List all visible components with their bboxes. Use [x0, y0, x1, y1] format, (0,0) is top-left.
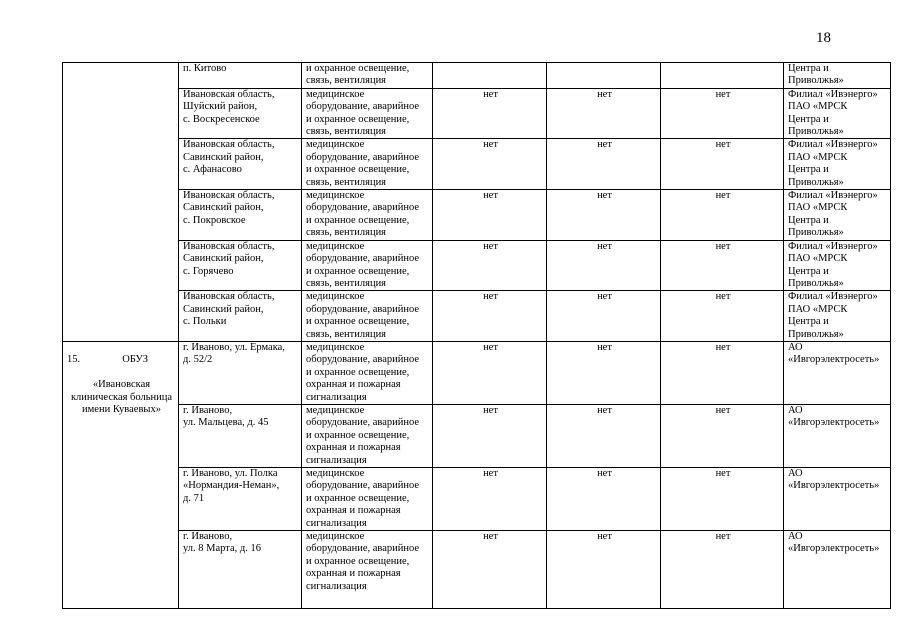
value-cell-a: нет [433, 531, 547, 609]
table-row [63, 531, 891, 609]
value-cell-a: нет [433, 139, 547, 190]
address-cell: г. Иваново, ул. 8 Марта, д. 16 [179, 531, 302, 609]
table-row [63, 404, 891, 467]
value-cell-b: нет [547, 291, 661, 342]
equipment-cell: и охранное освещение, связь, вентиляция [302, 63, 433, 89]
table-row [63, 291, 891, 342]
value-cell-c [661, 63, 784, 89]
value-cell-a: нет [433, 291, 547, 342]
value-cell-b: нет [547, 190, 661, 241]
equipment-cell: медицинское оборудование, аварийное и охранное освещение, охранная и пожарная сигнализация [302, 341, 433, 404]
address-cell: г. Иваново, ул. Ермака, д. 52/2 [179, 341, 302, 404]
value-cell-c: нет [661, 139, 784, 190]
facility-table [62, 62, 891, 609]
address-cell: Ивановская область, Савинский район, с. Горячево [179, 240, 302, 291]
equipment-cell: медицинское оборудование, аварийное и охранное освещение, связь, вентиляция [302, 240, 433, 291]
value-cell-c: нет [661, 341, 784, 404]
equipment-cell: медицинское оборудование, аварийное и охранное освещение, охранная и пожарная сигнализация [302, 531, 433, 609]
value-cell-c: нет [661, 240, 784, 291]
supplier-cell: Филиал «Ивэнерго» ПАО «МРСК Центра и Приволжья» [784, 240, 891, 291]
equipment-cell: медицинское оборудование, аварийное и охранное освещение, связь, вентиляция [302, 139, 433, 190]
address-cell: Ивановская область, Савинский район, с. Афанасово [179, 139, 302, 190]
value-cell-c: нет [661, 468, 784, 531]
value-cell-c: нет [661, 404, 784, 467]
value-cell-b: нет [547, 404, 661, 467]
value-cell-b [547, 63, 661, 89]
supplier-cell: АО «Ивгорэлектросеть» [784, 531, 891, 609]
address-cell: г. Иваново, ул. Мальцева, д. 45 [179, 404, 302, 467]
table-row [63, 240, 891, 291]
address-cell: г. Иваново, ул. Полка «Нормандия-Неман», д. 71 [179, 468, 302, 531]
value-cell-a: нет [433, 88, 547, 139]
supplier-cell: Центра и Приволжья» [784, 63, 891, 89]
table-row [63, 468, 891, 531]
value-cell-c: нет [661, 291, 784, 342]
value-cell-b: нет [547, 139, 661, 190]
supplier-cell: Филиал «Ивэнерго» ПАО «МРСК Центра и Приволжья» [784, 88, 891, 139]
equipment-cell: медицинское оборудование, аварийное и охранное освещение, охранная и пожарная сигнализация [302, 404, 433, 467]
value-cell-b: нет [547, 88, 661, 139]
value-cell-c: нет [661, 531, 784, 609]
equipment-cell: медицинское оборудование, аварийное и охранное освещение, связь, вентиляция [302, 291, 433, 342]
equipment-cell: медицинское оборудование, аварийное и охранное освещение, охранная и пожарная сигнализация [302, 468, 433, 531]
table-row [63, 63, 891, 89]
value-cell-b: нет [547, 468, 661, 531]
address-cell: Ивановская область, Савинский район, с. Польки [179, 291, 302, 342]
org-number: 15. [67, 354, 81, 366]
org-abbr: ОБУЗ [122, 354, 148, 366]
equipment-cell: медицинское оборудование, аварийное и охранное освещение, связь, вентиляция [302, 88, 433, 139]
org-name: «Ивановская клиническая больница имени Куваевых» [70, 379, 173, 415]
supplier-cell: Филиал «Ивэнерго» ПАО «МРСК Центра и Приволжья» [784, 291, 891, 342]
value-cell-c: нет [661, 190, 784, 241]
table-row [63, 341, 891, 404]
org-heading [67, 354, 176, 366]
value-cell-a: нет [433, 468, 547, 531]
value-cell-b: нет [547, 341, 661, 404]
value-cell-b: нет [547, 240, 661, 291]
table-row [63, 190, 891, 241]
address-cell: п. Китово [179, 63, 302, 89]
value-cell-a: нет [433, 341, 547, 404]
value-cell-c: нет [661, 88, 784, 139]
org-cell [63, 341, 179, 608]
table-row [63, 139, 891, 190]
value-cell-a [433, 63, 547, 89]
value-cell-a: нет [433, 404, 547, 467]
supplier-cell: АО «Ивгорэлектросеть» [784, 468, 891, 531]
address-cell: Ивановская область, Савинский район, с. Покровское [179, 190, 302, 241]
address-cell: Ивановская область, Шуйский район, с. Воскресенское [179, 88, 302, 139]
supplier-cell: Филиал «Ивэнерго» ПАО «МРСК Центра и Приволжья» [784, 139, 891, 190]
supplier-cell: АО «Ивгорэлектросеть» [784, 404, 891, 467]
org-cell-empty [63, 63, 179, 342]
equipment-cell: медицинское оборудование, аварийное и охранное освещение, связь, вентиляция [302, 190, 433, 241]
page-number: 18 [816, 30, 831, 46]
supplier-cell: Филиал «Ивэнерго» ПАО «МРСК Центра и Приволжья» [784, 190, 891, 241]
value-cell-b: нет [547, 531, 661, 609]
value-cell-a: нет [433, 190, 547, 241]
value-cell-a: нет [433, 240, 547, 291]
supplier-cell: АО «Ивгорэлектросеть» [784, 341, 891, 404]
table-row [63, 88, 891, 139]
